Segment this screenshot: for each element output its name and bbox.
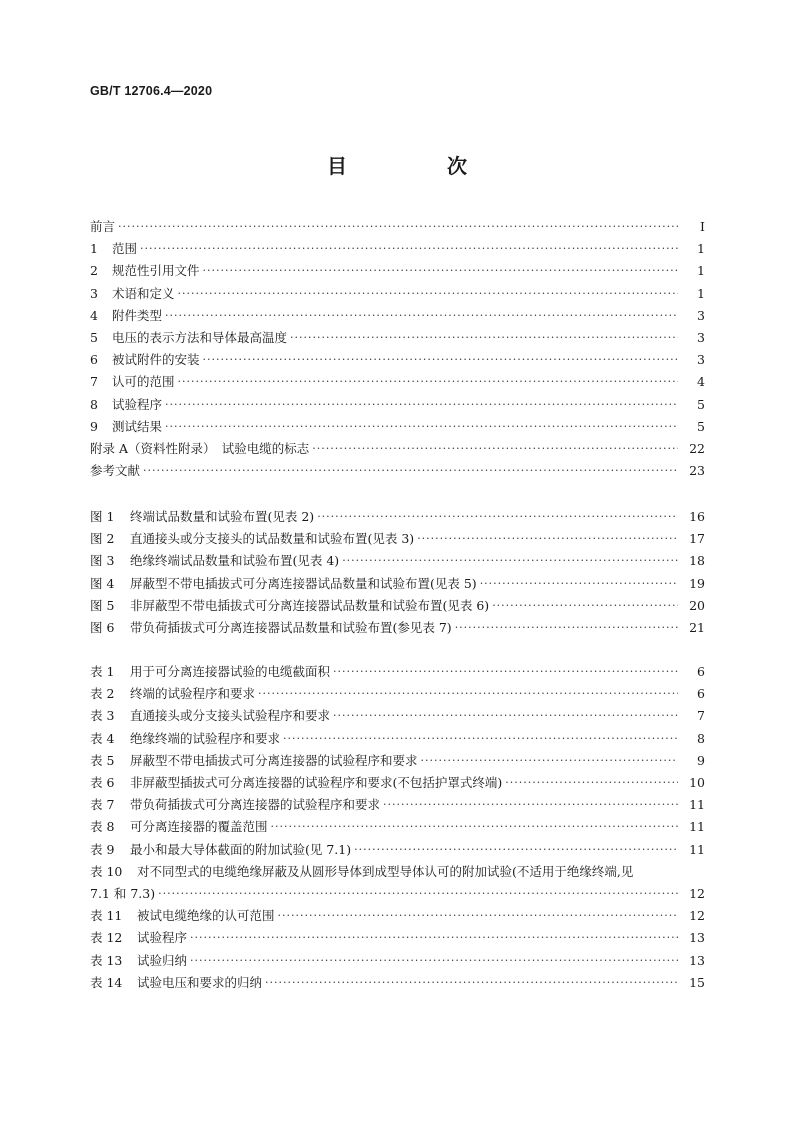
dot-leader xyxy=(140,238,678,260)
standard-code: GB/T 12706.4—2020 xyxy=(90,84,213,98)
figure-entry[interactable] xyxy=(90,528,705,550)
figure-entry[interactable] xyxy=(90,573,705,595)
table-entry[interactable] xyxy=(90,950,705,972)
table-of-contents xyxy=(90,0,705,1123)
section-entry[interactable] xyxy=(90,216,705,238)
table-number: 表 2 xyxy=(90,686,115,702)
dot-leader xyxy=(455,617,678,639)
section-title: 参考文献 xyxy=(90,463,141,479)
dot-leader xyxy=(354,839,678,861)
table-number: 表 4 xyxy=(90,730,115,746)
dot-leader xyxy=(283,728,678,750)
dot-leader xyxy=(342,550,678,572)
table-number: 表 11 xyxy=(90,908,123,924)
table-page-number: 15 xyxy=(689,974,705,990)
table-title: 试验电压和要求的归纳 xyxy=(137,974,263,990)
table-number: 表 8 xyxy=(90,819,115,835)
section-page-number: 22 xyxy=(689,441,705,456)
figure-title: 屏蔽型不带电插拔式可分离连接器试品数量和试验布置(见表 5) xyxy=(130,575,477,591)
section-entry[interactable] xyxy=(90,371,705,393)
dot-leader xyxy=(383,794,678,816)
table-title-continued: 7.1 和 7.3) xyxy=(90,886,156,901)
table-title: 绝缘终端的试验程序和要求 xyxy=(130,730,281,746)
figure-number: 图 4 xyxy=(90,575,115,591)
table-number: 表 12 xyxy=(90,930,123,946)
table-page-number: 8 xyxy=(697,730,705,746)
section-number: 1 xyxy=(90,241,98,257)
table-title: 用于可分离连接器试验的电缆截面积 xyxy=(130,664,331,679)
table-entry[interactable] xyxy=(90,772,705,794)
table-title: 带负荷插拔式可分离连接器的试验程序和要求 xyxy=(130,797,381,813)
dot-leader xyxy=(278,905,678,927)
figure-entry[interactable] xyxy=(90,595,705,617)
section-number: 6 xyxy=(90,352,98,368)
section-page-number: 1 xyxy=(697,241,705,257)
table-entry[interactable] xyxy=(90,683,705,705)
table-number: 表 5 xyxy=(90,752,115,768)
figure-title: 直通接头或分支接头的试品数量和试验布置(见表 3) xyxy=(130,531,415,547)
table-title: 对不同型式的电缆绝缘屏蔽及从圆形导体到成型导体认可的附加试验(不适用于绝缘终端,见 xyxy=(137,863,634,879)
figure-title: 非屏蔽型不带电插拔式可分离连接器试品数量和试验布置(见表 6) xyxy=(130,597,490,613)
table-entry[interactable] xyxy=(90,839,705,861)
dot-leader xyxy=(421,750,678,772)
table-page-number: 11 xyxy=(689,819,705,835)
figure-page-number: 17 xyxy=(689,531,705,547)
table-number: 表 3 xyxy=(90,708,115,724)
figure-number: 图 2 xyxy=(90,531,115,547)
dot-leader xyxy=(203,260,678,282)
section-page-number: 5 xyxy=(697,418,705,434)
section-title: 前言 xyxy=(90,219,116,234)
dot-leader xyxy=(190,927,678,949)
section-entry[interactable] xyxy=(90,283,705,305)
figure-entry[interactable] xyxy=(90,506,705,528)
figure-page-number: 19 xyxy=(689,575,705,591)
table-title: 终端的试验程序和要求 xyxy=(130,686,256,702)
table-page-number: 13 xyxy=(689,952,705,968)
dot-leader xyxy=(118,216,678,238)
table-number: 表 9 xyxy=(90,841,115,857)
table-entry[interactable] xyxy=(90,661,705,683)
table-title: 直通接头或分支接头试验程序和要求 xyxy=(130,708,331,724)
dot-leader xyxy=(505,772,678,794)
dot-leader xyxy=(178,283,678,305)
dot-leader xyxy=(317,506,678,528)
table-page-number: 7 xyxy=(697,708,705,724)
table-page-number: 6 xyxy=(697,686,705,702)
section-entry[interactable] xyxy=(90,305,705,327)
table-page-number: 13 xyxy=(689,930,705,946)
section-page-number: 1 xyxy=(697,263,705,279)
section-entry[interactable] xyxy=(90,438,705,460)
section-entry[interactable] xyxy=(90,260,705,282)
table-page-number: 11 xyxy=(689,797,705,813)
table-page-number: 12 xyxy=(689,908,705,924)
dot-leader xyxy=(158,883,678,905)
table-number: 表 1 xyxy=(90,664,115,679)
figure-title: 绝缘终端试品数量和试验布置(见表 4) xyxy=(130,553,340,569)
section-title: 测试结果 xyxy=(112,418,163,434)
section-title: 被试附件的安装 xyxy=(112,352,200,368)
table-entry-line1[interactable] xyxy=(90,861,705,883)
section-page-number: 5 xyxy=(697,396,705,412)
table-entry[interactable] xyxy=(90,927,705,949)
table-entry-line2[interactable] xyxy=(90,883,705,905)
section-title: 附录 A（资料性附录） 试验电缆的标志 xyxy=(90,441,310,456)
dot-leader xyxy=(178,371,678,393)
section-page-number: Ⅰ xyxy=(700,219,705,234)
dot-leader xyxy=(165,305,678,327)
table-entry[interactable] xyxy=(90,972,705,994)
figure-page-number: 18 xyxy=(689,553,705,569)
section-title: 试验程序 xyxy=(112,396,163,412)
section-number: 4 xyxy=(90,307,98,323)
section-number: 3 xyxy=(90,285,98,301)
table-entry[interactable] xyxy=(90,794,705,816)
section-number: 2 xyxy=(90,263,98,279)
figure-number: 图 5 xyxy=(90,597,115,613)
table-page-number: 12 xyxy=(689,886,705,901)
section-title: 规范性引用文件 xyxy=(112,263,200,279)
figure-number: 图 1 xyxy=(90,509,115,524)
table-page-number: 6 xyxy=(697,664,705,679)
figure-entry[interactable] xyxy=(90,550,705,572)
table-title: 试验归纳 xyxy=(137,952,188,968)
table-number: 表 13 xyxy=(90,952,123,968)
table-title: 试验程序 xyxy=(137,930,188,946)
dot-leader xyxy=(165,394,678,416)
dot-leader xyxy=(417,528,678,550)
table-page-number: 11 xyxy=(689,841,705,857)
section-title: 附件类型 xyxy=(112,307,163,323)
table-entry[interactable] xyxy=(90,816,705,838)
figure-entry[interactable] xyxy=(90,617,705,639)
section-page-number: 3 xyxy=(697,330,705,345)
table-page-number: 9 xyxy=(697,752,705,768)
dot-leader xyxy=(271,816,678,838)
page-title: 目 次 xyxy=(327,154,507,178)
section-title: 范围 xyxy=(112,241,138,257)
figure-number: 图 3 xyxy=(90,553,115,569)
dot-leader xyxy=(492,595,678,617)
section-title: 认可的范围 xyxy=(112,374,175,390)
section-entry[interactable] xyxy=(90,416,705,438)
section-page-number: 3 xyxy=(697,352,705,368)
figure-page-number: 20 xyxy=(689,597,705,613)
dot-leader xyxy=(333,705,678,727)
figure-page-number: 16 xyxy=(689,509,705,524)
dot-leader xyxy=(480,573,678,595)
dot-leader xyxy=(265,972,678,994)
table-title: 最小和最大导体截面的附加试验(见 7.1) xyxy=(130,841,352,857)
table-title: 可分离连接器的覆盖范围 xyxy=(130,819,268,835)
dot-leader xyxy=(203,349,678,371)
section-entry[interactable] xyxy=(90,394,705,416)
section-title: 电压的表示方法和导体最高温度 xyxy=(112,330,288,345)
dot-leader xyxy=(190,950,678,972)
figure-title: 带负荷插拔式可分离连接器试品数量和试验布置(参见表 7) xyxy=(130,620,452,635)
section-number: 5 xyxy=(90,330,98,345)
dot-leader xyxy=(258,683,678,705)
section-number: 8 xyxy=(90,396,98,412)
dot-leader xyxy=(143,460,678,482)
table-number: 表 10 xyxy=(90,863,123,879)
section-page-number: 4 xyxy=(697,374,705,390)
table-title: 被试电缆绝缘的认可范围 xyxy=(137,908,275,924)
table-number: 表 14 xyxy=(90,974,123,990)
section-number: 7 xyxy=(90,374,98,390)
section-page-number: 23 xyxy=(689,463,705,479)
section-page-number: 3 xyxy=(697,307,705,323)
figure-page-number: 21 xyxy=(689,620,705,635)
table-title: 非屏蔽型插拔式可分离连接器的试验程序和要求(不包括护罩式终端) xyxy=(130,775,503,790)
table-number: 表 7 xyxy=(90,797,115,813)
section-title: 术语和定义 xyxy=(112,285,175,301)
section-entry[interactable] xyxy=(90,327,705,349)
section-entry[interactable] xyxy=(90,460,705,482)
table-title: 屏蔽型不带电插拔式可分离连接器的试验程序和要求 xyxy=(130,752,418,768)
dot-leader xyxy=(333,661,678,683)
section-entry[interactable] xyxy=(90,349,705,371)
table-number: 表 6 xyxy=(90,775,115,790)
figure-number: 图 6 xyxy=(90,620,115,635)
section-page-number: 1 xyxy=(697,285,705,301)
section-number: 9 xyxy=(90,418,98,434)
dot-leader xyxy=(165,416,678,438)
dot-leader xyxy=(290,327,678,349)
table-entry[interactable] xyxy=(90,905,705,927)
table-entry[interactable] xyxy=(90,750,705,772)
table-page-number: 10 xyxy=(689,775,705,790)
dot-leader xyxy=(312,438,678,460)
table-entry[interactable] xyxy=(90,705,705,727)
table-entry[interactable] xyxy=(90,728,705,750)
section-entry[interactable] xyxy=(90,238,705,260)
figure-title: 终端试品数量和试验布置(见表 2) xyxy=(130,509,315,524)
